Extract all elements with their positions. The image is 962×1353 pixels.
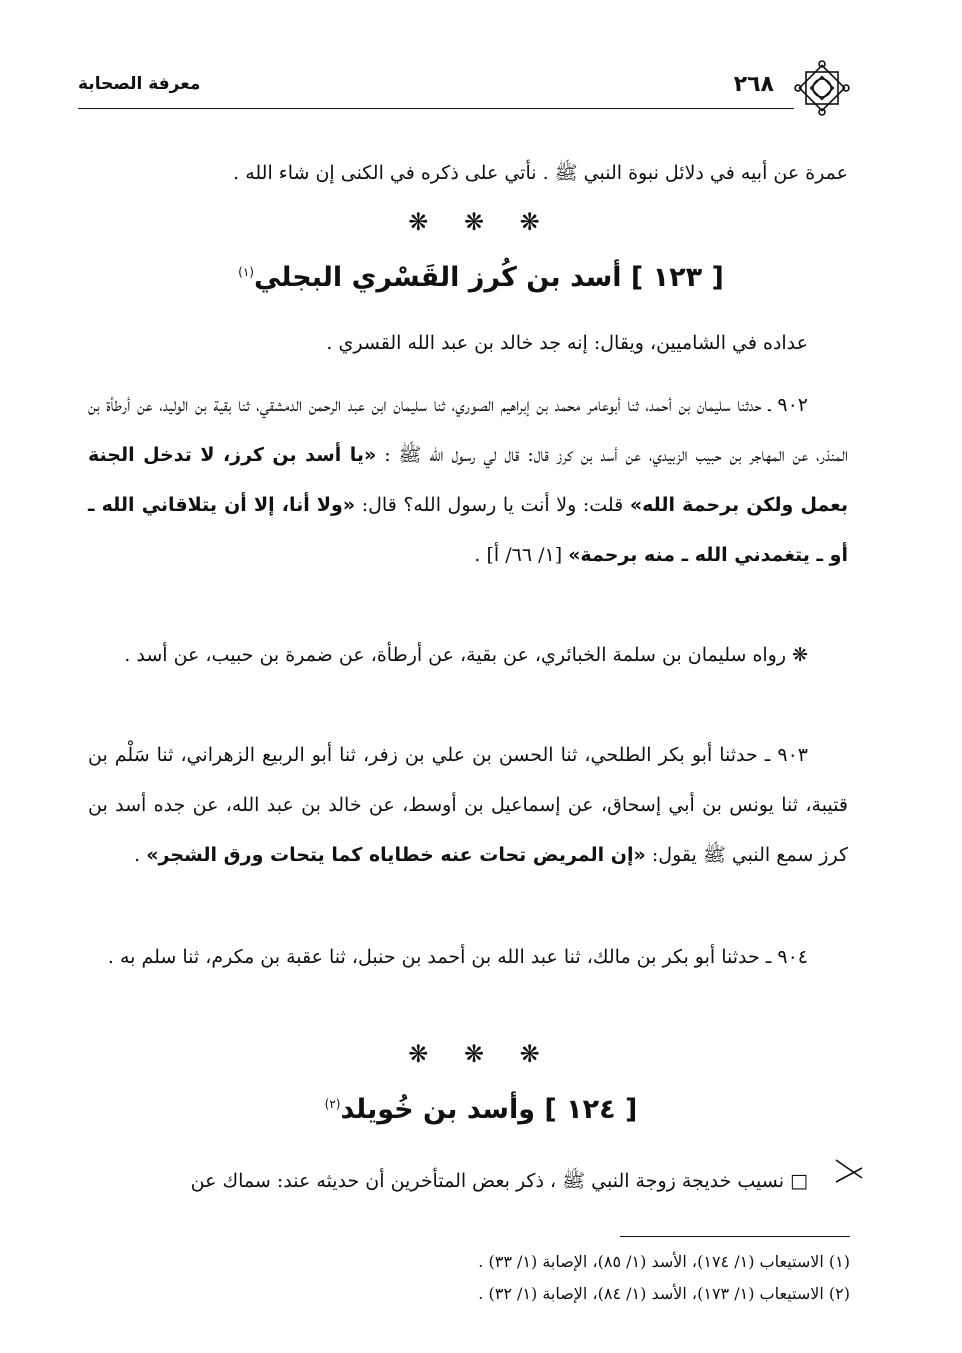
hadith-902-ref: [١/ ٦٦/ أ] . [474, 544, 569, 566]
entry-heading-123 [0, 262, 962, 293]
paragraph-continuation: عمرة عن أبيه في دلائل نبوة النبي ﷺ . نأتي على ذكره في الكنى إن شاء الله . [233, 162, 848, 184]
riwaya-note: ❋ رواه سليمان بن سلمة الخبائري، عن بقية، عن أرطأة، عن ضمرة بن حبيب، عن أسد . [124, 644, 808, 666]
footnote-rule [620, 1236, 850, 1237]
entry-intro-123: عداده في الشاميين، ويقال: إنه جد خالد بن عبد الله القسري . [326, 332, 808, 354]
octagram-ornament-icon [794, 60, 850, 116]
running-header [78, 66, 850, 102]
hadith-902-matn-2: «ولا أنا، إلا أن يتلاقاني الله ـ أو ـ يتغمدني الله ـ منه برحمة» [88, 494, 848, 566]
hadith-903 [88, 730, 848, 880]
entry-intro-124: □ نسيب خديجة زوجة النبي ﷺ ، ذكر بعض المتأخرين أن حديثه عند: سماك عن [190, 1170, 808, 1192]
hadith-904: ٩٠٤ ـ حدثنا أبو بكر بن مالك، ثنا عبد الله بن أحمد بن حنبل، ثنا عقبة بن مكرم، ثنا سلم به . [107, 946, 808, 968]
header-rule [78, 108, 794, 109]
book-title: معرفة الصحابة [78, 74, 201, 94]
hadith-902-matn-1: «يا أسد بن كرز، لا تدخل الجنة بعمل ولكن برحمة الله» [88, 444, 849, 516]
section-separator: ❋ ❋ ❋ [408, 208, 554, 236]
footnote-ref-1: (١) [238, 265, 254, 279]
footnote-2: (٢) الاستيعاب (١/ ١٧٣)، الأسد (١/ ٨٤)، الإصابة (١/ ٣٢) . [478, 1284, 850, 1303]
entry-title-124: [ ١٢٤ ] وأسد بن خُويلد [340, 1094, 638, 1125]
section-separator-2: ❋ ❋ ❋ [408, 1040, 554, 1068]
hadith-902-text: قلت: ولا أنت يا رسول الله؟ قال: [355, 494, 630, 516]
hadith-903-end: . [134, 844, 147, 866]
page-number: ٢٦٨ [733, 72, 774, 97]
hadith-902 [88, 380, 848, 580]
hadith-903-isnad: ٩٠٣ ـ حدثنا أبو بكر الطلحي، ثنا الحسن بن علي بن زفر، ثنا أبو الربيع الزهراني، ثنا سَلْم بن قتيبة، ثنا يونس بن أبي إسحاق، عن إسماعيل بن أوسط، عن خالد بن عبد الله، عن جده أسد بن كرز سمع النبي ﷺ يقول: [88, 744, 848, 866]
hadith-902-isnad: ٩٠٢ ـ حدثنا سليمان بن أحمد، ثنا أبوعامر محمد بن إبراهيم الصوري، ثنا سليمان ابن عبد الرحمن الدمشقي، ثنا بقية بن الوليد، عن أرطأة بن المنذر، عن المهاجر بن حبيب الزبيدي، عن أسد بن كرز قال: قال لي رسول الله ﷺ : [88, 394, 848, 466]
hadith-903-matn: «إن المريض تحات عنه خطاياه كما يتحات ورق الشجر» [146, 844, 646, 866]
footnote-1: (١) الاستيعاب (١/ ١٧٤)، الأسد (١/ ٨٥)، الإصابة (١/ ٣٣) . [478, 1252, 850, 1271]
entry-heading-124 [0, 1094, 962, 1125]
entry-title-123: [ ١٢٣ ] أسد بن كُرز القَسْري البجلي [253, 262, 724, 293]
footnote-ref-2: (٢) [324, 1097, 341, 1111]
